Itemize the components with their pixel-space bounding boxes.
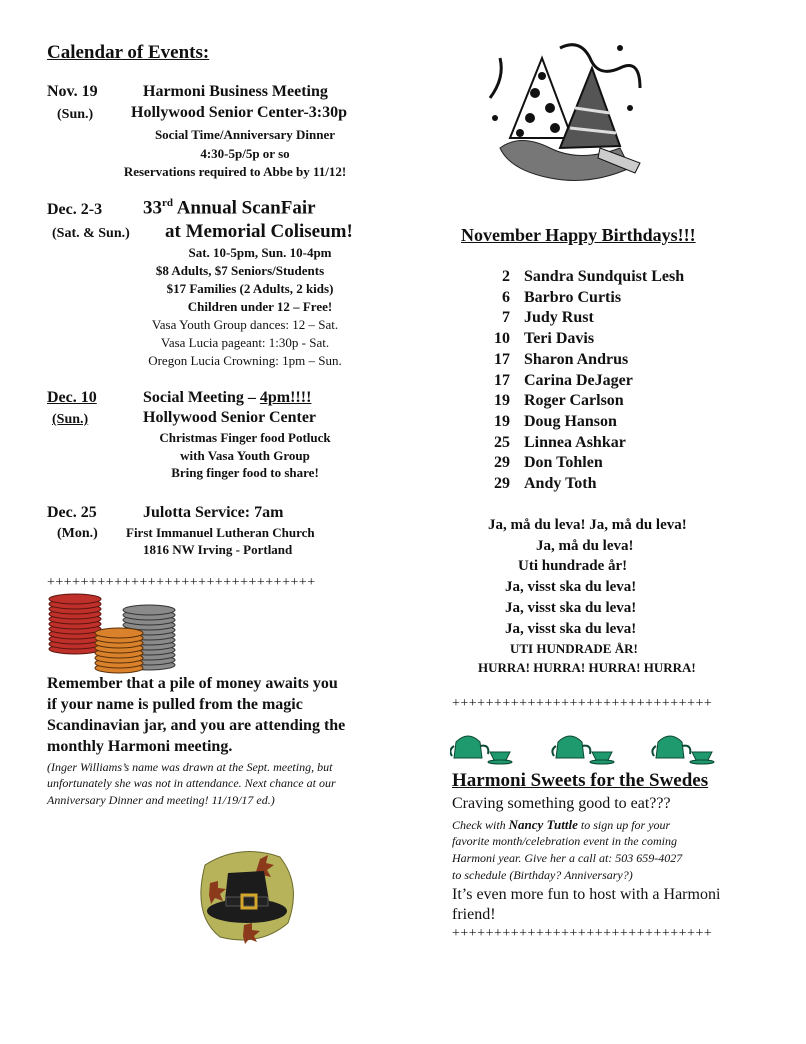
party-hat-icon bbox=[510, 58, 572, 138]
event-detail: Sat. 10-5pm, Sun. 10-4pm bbox=[188, 245, 332, 260]
sweets-text: Craving something good to eat??? bbox=[452, 795, 671, 812]
divider: +++++++++++++++++++++++++++++++ bbox=[452, 926, 713, 941]
divider: ++++++++++++++++++++++++++++++++ bbox=[47, 575, 316, 590]
divider: +++++++++++++++++++++++++++++++ bbox=[452, 696, 713, 711]
event-title: Julotta Service: 7am bbox=[143, 504, 284, 521]
event-date: Dec. 2-3 bbox=[47, 201, 103, 218]
birthday-day: 6 bbox=[502, 288, 510, 306]
money-note: unfortunately she was not in attendance. Next chance at our bbox=[47, 776, 336, 790]
money-text: monthly Harmoni meeting. bbox=[47, 738, 233, 755]
event-detail: $17 Families (2 Adults, 2 kids) bbox=[166, 281, 334, 296]
event-detail: First Immanuel Lutheran Church bbox=[126, 525, 315, 540]
money-text: Scandinavian jar, and you are attending the bbox=[47, 717, 346, 734]
birthday-name: Judy Rust bbox=[524, 309, 594, 327]
teapot-icon bbox=[652, 736, 714, 764]
event-detail: Bring finger food to share! bbox=[171, 465, 319, 480]
song-line: Ja, visst ska du leva! bbox=[505, 600, 637, 616]
event-detail: with Vasa Youth Group bbox=[180, 448, 310, 463]
teapots-image bbox=[450, 732, 750, 766]
event-detail: 4:30-5p/5p or so bbox=[200, 146, 290, 161]
calendar-title: Calendar of Events: bbox=[47, 42, 210, 63]
birthday-day: 25 bbox=[494, 433, 510, 451]
birthday-name: Doug Hanson bbox=[524, 412, 617, 430]
party-hat-icon bbox=[560, 68, 620, 148]
event-title: Harmoni Business Meeting bbox=[143, 83, 328, 100]
birthdays-title: November Happy Birthdays!!! bbox=[461, 225, 696, 245]
sweets-note: favorite month/celebration event in the coming bbox=[452, 834, 677, 848]
event-day: (Mon.) bbox=[57, 526, 98, 541]
birthday-row bbox=[480, 475, 597, 493]
birthday-day: 10 bbox=[494, 330, 510, 348]
birthday-day: 19 bbox=[494, 412, 510, 430]
song-line: UTI HUNDRADE ÅR! bbox=[510, 641, 638, 656]
birthday-day: 29 bbox=[494, 454, 510, 472]
birthday-name: Don Tohlen bbox=[524, 454, 603, 472]
red-coin-stack bbox=[49, 594, 101, 654]
birthday-day: 17 bbox=[494, 350, 510, 368]
birthday-name: Sandra Sundquist Lesh bbox=[524, 268, 685, 285]
event-day: (Sun.) bbox=[52, 412, 89, 427]
event-detail: Christmas Finger food Potluck bbox=[159, 430, 331, 445]
event-detail: Children under 12 – Free! bbox=[187, 299, 333, 314]
birthday-day: 17 bbox=[494, 371, 510, 389]
birthday-name: Andy Toth bbox=[524, 475, 597, 492]
money-note: (Inger Williams’s name was drawn at the Sept. meeting, but bbox=[47, 760, 333, 774]
birthday-row bbox=[480, 372, 633, 390]
sweets-note: to schedule (Birthday? Anniversary?) bbox=[452, 868, 633, 882]
event-detail: 1816 NW Irving - Portland bbox=[143, 542, 293, 557]
birthday-name: Sharon Andrus bbox=[524, 350, 629, 368]
birthday-name: Roger Carlson bbox=[524, 392, 624, 410]
money-note: Anniversary Dinner and meeting! 11/19/17 ed.) bbox=[47, 793, 275, 807]
birthday-row bbox=[480, 392, 624, 410]
birthday-row bbox=[480, 454, 603, 472]
event-date: Dec. 10 bbox=[47, 389, 97, 406]
birthday-name: Barbro Curtis bbox=[524, 288, 622, 306]
birthday-day: 2 bbox=[502, 268, 510, 285]
song-line: Uti hundrade år! bbox=[518, 558, 628, 574]
birthday-day: 29 bbox=[494, 475, 510, 492]
event-detail: $8 Adults, $7 Seniors/Students bbox=[155, 263, 325, 278]
sweets-note: Check with Nancy Tuttle to sign up for your bbox=[452, 817, 671, 832]
song-line: HURRA! HURRA! HURRA! HURRA! bbox=[478, 660, 696, 675]
birthday-row bbox=[480, 351, 628, 369]
pilgrim-hat-image bbox=[190, 845, 300, 945]
birthday-name: Linnea Ashkar bbox=[524, 433, 626, 451]
song-line: Ja, må du leva! Ja, må du leva! bbox=[488, 517, 687, 533]
song-line: Ja, visst ska du leva! bbox=[505, 621, 637, 637]
sweets-text: It’s even more fun to host with a Harmoni bbox=[452, 886, 721, 903]
event-day: (Sat. & Sun.) bbox=[52, 226, 130, 241]
teapot-icon bbox=[450, 736, 512, 764]
event-date: Dec. 25 bbox=[47, 504, 97, 521]
event-day: (Sun.) bbox=[57, 107, 94, 122]
birthday-day: 7 bbox=[502, 309, 510, 327]
birthday-row bbox=[480, 309, 594, 327]
song-line: Ja, må du leva! bbox=[536, 538, 634, 554]
birthday-row bbox=[480, 289, 621, 307]
birthday-row bbox=[480, 434, 626, 452]
sweets-note: Harmoni year. Give her a call at: 503 659-4027 bbox=[452, 851, 683, 865]
orange-coin-stack bbox=[95, 628, 143, 673]
coin-stacks-image bbox=[47, 591, 179, 675]
event-title: 33rd Annual ScanFair bbox=[143, 197, 316, 219]
event-subtitle: at Memorial Coliseum! bbox=[165, 221, 353, 242]
birthday-day: 19 bbox=[494, 392, 510, 410]
sweets-title: Harmoni Sweets for the Swedes bbox=[452, 770, 709, 791]
event-detail: Oregon Lucia Crowning: 1pm – Sun. bbox=[148, 353, 342, 368]
event-date: Nov. 19 bbox=[47, 83, 98, 100]
event-detail: Vasa Lucia pageant: 1:30p - Sat. bbox=[160, 335, 330, 350]
sweets-text: friend! bbox=[452, 906, 496, 923]
money-text: Remember that a pile of money awaits you bbox=[47, 675, 338, 692]
birthday-name: Teri Davis bbox=[524, 330, 595, 348]
event-subtitle: Hollywood Senior Center-3:30p bbox=[131, 104, 347, 121]
birthday-name: Carina DeJager bbox=[524, 371, 633, 389]
event-detail: Vasa Youth Group dances: 12 – Sat. bbox=[151, 317, 339, 332]
event-subtitle: Hollywood Senior Center bbox=[143, 409, 317, 426]
money-text: if your name is pulled from the magic bbox=[47, 696, 303, 713]
birthday-row bbox=[480, 330, 594, 348]
song-line: Ja, visst ska du leva! bbox=[505, 579, 637, 595]
event-title: Social Meeting – 4pm!!!! bbox=[143, 389, 312, 406]
birthday-row bbox=[480, 413, 617, 431]
event-detail: Social Time/Anniversary Dinner bbox=[154, 127, 336, 142]
event-detail: Reservations required to Abbe by 11/12! bbox=[123, 164, 347, 179]
party-hats-image bbox=[480, 38, 650, 188]
teapot-icon bbox=[552, 736, 614, 764]
birthday-row bbox=[480, 268, 684, 286]
